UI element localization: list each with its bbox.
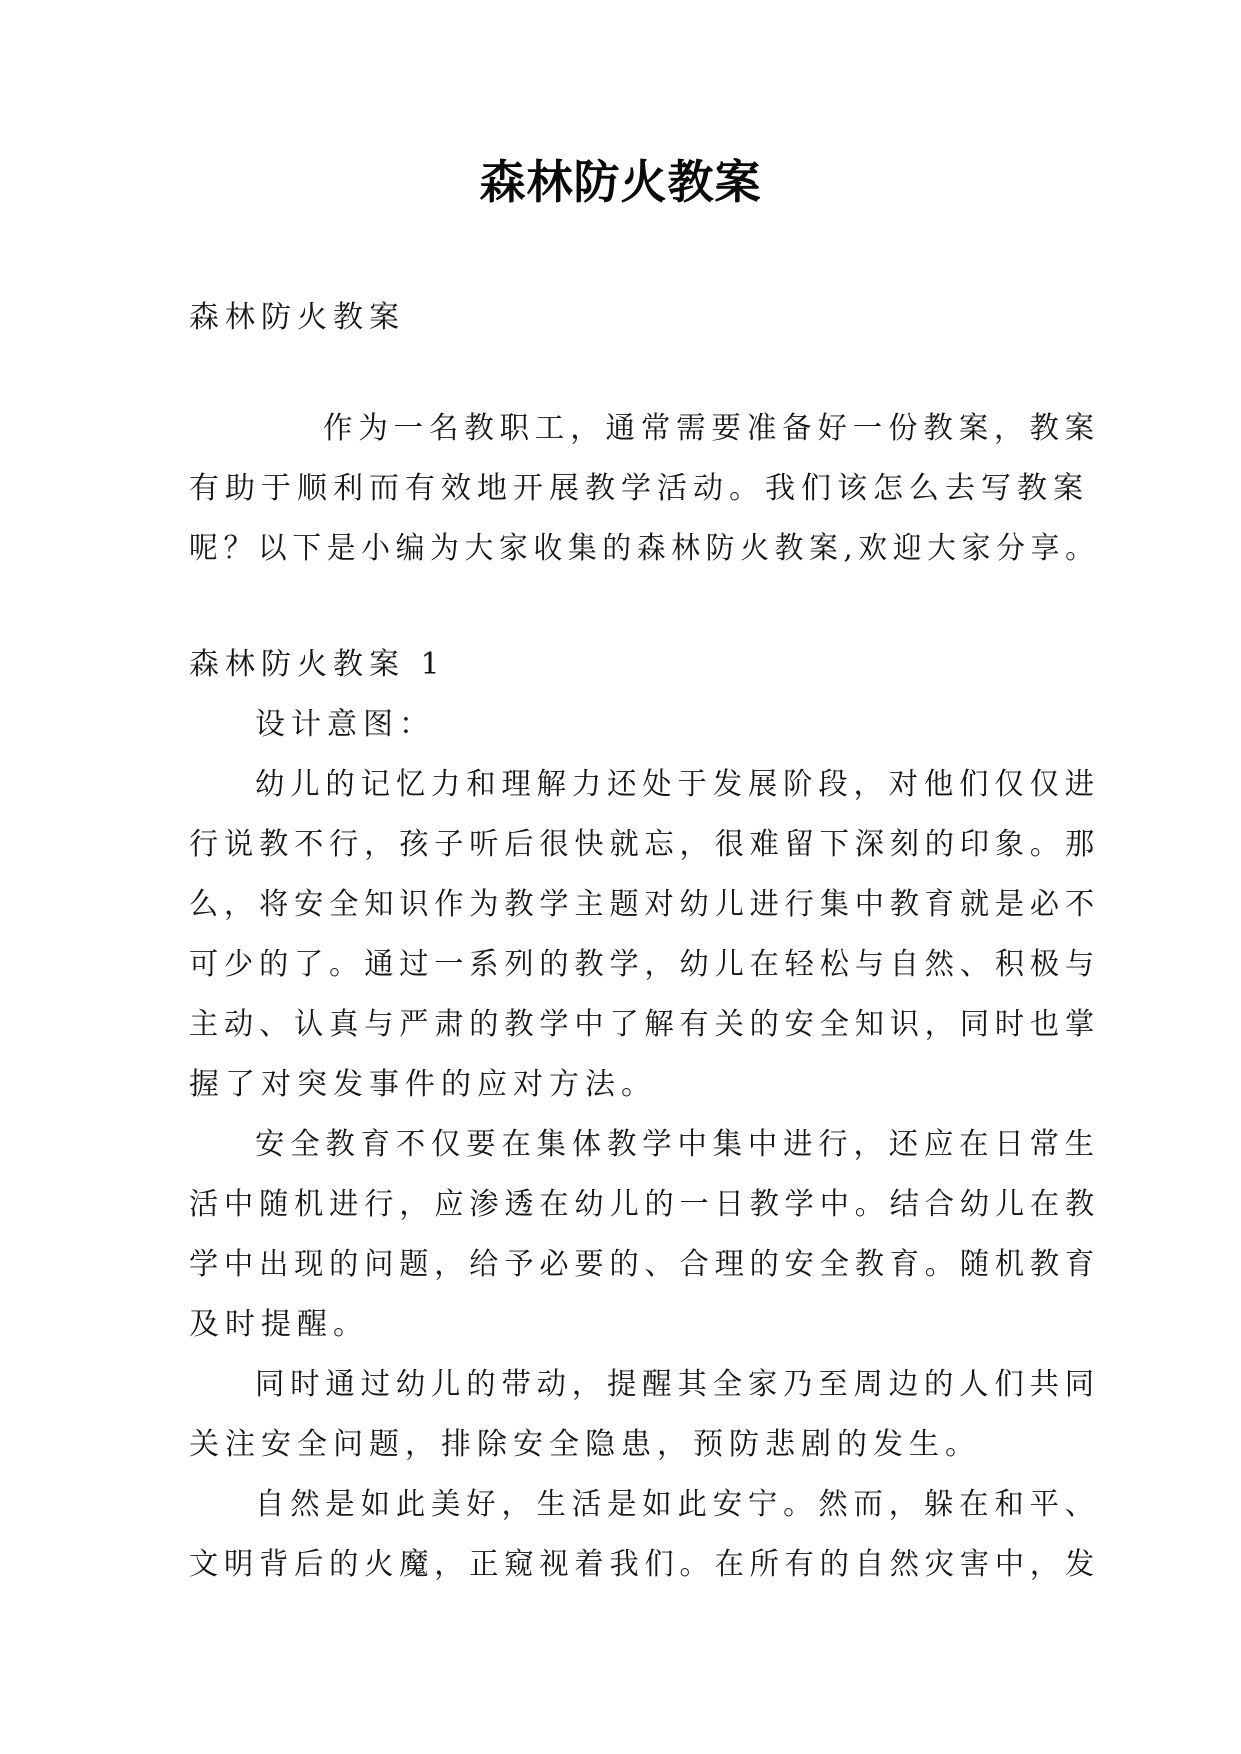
paragraph-line: 握了对突发事件的应对方法。 <box>189 1067 657 1102</box>
paragraph-line: 学中出现的问题，给予必要的、合理的安全教育。随机教育 <box>189 1247 1100 1282</box>
paragraph-line: 同时通过幼儿的带动，提醒其全家乃至周边的人们共同 <box>255 1367 1100 1402</box>
paragraph-line: 么，将安全知识作为教学主题对幼儿进行集中教育就是必不 <box>189 887 1100 922</box>
intro-line: 作为一名教职工，通常需要准备好一份教案，教案 <box>323 411 1100 446</box>
paragraph-line: 可少的了。通过一系列的教学，幼儿在轻松与自然、积极与 <box>189 947 1100 982</box>
intro-line: 有助于顺利而有效地开展教学活动。我们该怎么去写教案 <box>189 471 1089 506</box>
paragraph-line: 幼儿的记忆力和理解力还处于发展阶段，对他们仅仅进 <box>255 767 1100 802</box>
paragraph-line: 安全教育不仅要在集体教学中集中进行，还应在日常生 <box>255 1127 1100 1162</box>
paragraph-line: 及时提醒。 <box>189 1307 369 1342</box>
paragraph-line: 关注安全问题，排除安全隐患，预防悲剧的发生。 <box>189 1427 981 1462</box>
section-heading: 森林防火教案 1 <box>189 647 446 682</box>
paragraph-line: 行说教不行，孩子听后很快就忘，很难留下深刻的印象。那 <box>189 827 1100 862</box>
paragraph-line: 自然是如此美好，生活是如此安宁。然而，躲在和平、 <box>255 1487 1100 1522</box>
document-title: 森林防火教案 <box>479 155 762 209</box>
paragraph-line: 文明背后的火魔，正窥视着我们。在所有的自然灾害中，发 <box>189 1547 1100 1582</box>
paragraph-line: 主动、认真与严肃的教学中了解有关的安全知识，同时也掌 <box>189 1007 1100 1042</box>
intro-line: 呢？以下是小编为大家收集的森林防火教案,欢迎大家分享。 <box>189 531 1100 566</box>
paragraph-line: 活中随机进行，应渗透在幼儿的一日教学中。结合幼儿在教 <box>189 1187 1100 1222</box>
design-intent-label: 设计意图： <box>255 707 435 742</box>
document-subtitle: 森林防火教案 <box>189 300 405 335</box>
